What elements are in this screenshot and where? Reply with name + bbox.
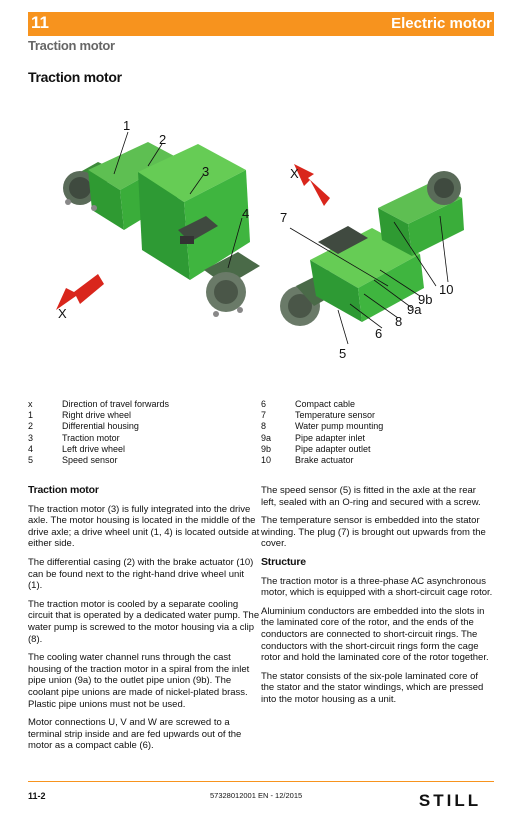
legend-text: Right drive wheel [62, 410, 132, 421]
callout-x-left: X [58, 306, 67, 321]
legend-text: Direction of travel forwards [62, 399, 170, 409]
callout-5: 5 [339, 346, 347, 361]
paragraph: Aluminium conductors are embedded into the slots in the laminated core of the rotor, and the ends of the conductors are connected to short-circuit rings. The conductors with the short-circuit rings form the cage rotor and hold the laminated core of the rotor together. [261, 605, 489, 664]
still-logo [405, 791, 495, 809]
legend-key: 2 [28, 421, 34, 432]
legend-key: 9a [261, 432, 272, 443]
paragraph: The temperature sensor is embedded into the stator winding. The plug (7) is brought out upwards from the cover. [261, 515, 486, 550]
paragraph: The cooling water channel runs through the cast housing of the traction motor in a spiral from the inlet pipe union (9a) to the outlet pipe union (9b). The coolant pipe unions are made of nickel-plated brass. Plastic pipe unions must not be used. [28, 652, 250, 710]
footer-rule [28, 781, 494, 782]
legend-row [28, 410, 169, 421]
paragraph: The stator consists of the six-pole laminated core of the stator and the stator windings, which are pressed into the motor housing as a unit. [261, 670, 484, 705]
legend-text: Pipe adapter outlet [295, 443, 371, 454]
right-motor-drawing [280, 164, 464, 344]
callout-10: 10 [439, 282, 454, 297]
legend-text: Traction motor [62, 432, 120, 443]
legend-row [261, 421, 383, 432]
legend-key: 9b [261, 443, 272, 454]
legend-text: Water pump mounting [295, 421, 384, 432]
legend-key: 7 [261, 410, 267, 421]
legend-row [28, 433, 169, 444]
page-title: Traction motor [28, 69, 122, 85]
callout-6: 6 [375, 326, 383, 341]
section-title: Electric motor [391, 15, 492, 32]
legend-text: Brake actuator [295, 454, 354, 465]
paragraph: The traction motor (3) is fully integrated into the drive axle. The motor housing is located in the middle of the drive axle; a drive wheel unit (1, 4) is located outside at either side. [28, 503, 260, 550]
right-column [261, 485, 493, 713]
paragraph: The traction motor is a three-phase AC asynchronous motor, which is equipped with a short-circuit cage rotor. [261, 575, 493, 599]
legend-key: 4 [28, 443, 34, 454]
legend-text: Left drive wheel [62, 443, 126, 454]
section-heading: Structure [261, 555, 306, 568]
left-motor-drawing [56, 132, 260, 317]
legend-row [261, 399, 383, 410]
chapter-number: 11 [31, 13, 49, 32]
paragraph: The speed sensor (5) is fitted in the axle at the rear left, sealed with an O-ring and secured with a screw. [261, 485, 481, 508]
legend-row [28, 444, 169, 455]
legend-row [28, 421, 169, 432]
callout-4: 4 [242, 206, 250, 221]
callout-8: 8 [395, 314, 403, 329]
callout-1: 1 [123, 118, 131, 133]
document-id: 57328012001 EN - 12/2015 [210, 791, 303, 800]
legend-key: x [28, 399, 33, 409]
paragraph: Motor connections U, V and W are screwed to a terminal strip inside and are fed upwards out of the motor as a compact cable (6). [28, 717, 242, 752]
legend-key: 3 [28, 432, 34, 443]
subsection-title: Traction motor [28, 38, 115, 53]
legend-row [261, 433, 383, 444]
legend-row [261, 444, 383, 455]
section-heading: Traction motor [28, 484, 99, 496]
callout-3: 3 [202, 164, 210, 179]
left-column [28, 485, 260, 759]
traction-motor-figure [28, 110, 494, 380]
callout-7: 7 [280, 210, 288, 225]
callout-9b: 9b [418, 292, 433, 307]
callout-x-right: X [290, 166, 299, 181]
legend-key: 10 [261, 454, 272, 465]
traction-motor-illustration [28, 110, 494, 380]
still-logo-mark [405, 791, 495, 809]
legend-right [261, 399, 383, 466]
svg-text:STILL: STILL [418, 791, 482, 809]
callout-9a: 9a [407, 302, 422, 317]
legend-text: Pipe adapter inlet [295, 432, 366, 443]
legend-text: Differential housing [62, 421, 139, 432]
legend-key: 6 [261, 399, 267, 409]
callout-2: 2 [159, 132, 167, 147]
page-number: 11-2 [28, 791, 46, 801]
legend-text: Compact cable [295, 399, 356, 409]
paragraph: The differential casing (2) with the brake actuator (10) can be found next to the right-hand drive wheel unit (1). [28, 556, 254, 592]
legend-row [28, 399, 169, 410]
legend-row [28, 455, 169, 466]
legend-key: 1 [28, 410, 34, 421]
legend-row [261, 410, 383, 421]
legend-text: Speed sensor [62, 454, 118, 465]
legend-row [261, 455, 383, 466]
legend-left [28, 399, 169, 466]
legend-key: 5 [28, 454, 34, 465]
legend-text: Temperature sensor [295, 410, 376, 421]
paragraph: The traction motor is cooled by a separate cooling circuit that is operated by a dedicated water pump. The water pump is screwed to the motor housing via a clip (8). [28, 598, 260, 645]
legend-key: 8 [261, 421, 267, 432]
